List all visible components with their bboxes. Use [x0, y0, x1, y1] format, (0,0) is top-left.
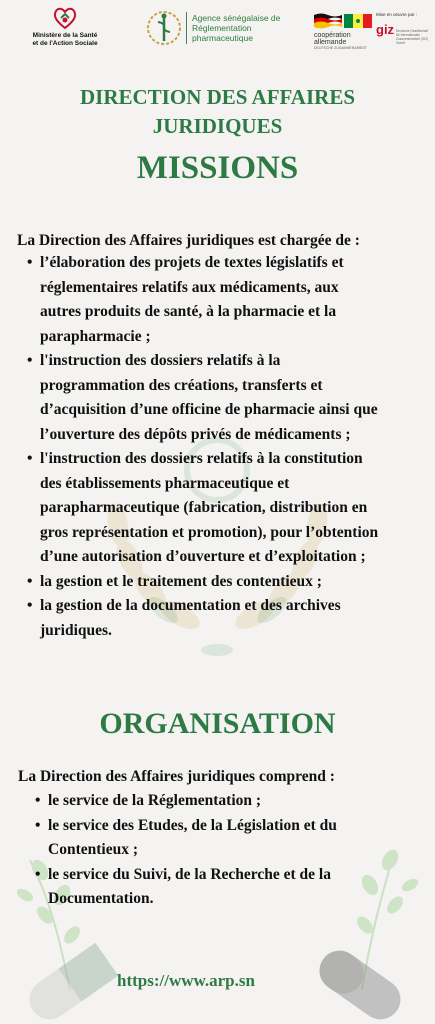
list-item: [48, 863, 428, 912]
list-item-line: des établissements pharmaceutique et: [40, 474, 290, 492]
list-item: [48, 789, 428, 814]
list-item-line: • la gestion de la documentation et des archives: [40, 597, 341, 614]
list-item: [40, 251, 430, 349]
list-item-line: programmation des créations, transferts et: [40, 376, 323, 394]
list-item-line: d’acquisition d’une officine de pharmacie ainsi que: [40, 401, 378, 418]
list-item-line: • la gestion et le traitement des contentieux ;: [40, 572, 322, 590]
organisation-list: [48, 789, 428, 912]
list-item-line: juridiques.: [40, 621, 112, 639]
cooperation-allemande-logo: [314, 12, 378, 52]
list-item-line: réglementaires relatifs aux médicaments, aux: [40, 278, 339, 296]
list-item: [40, 447, 430, 570]
german-flag-icon: [314, 12, 342, 30]
giz-wordmark: giz: [376, 22, 395, 37]
list-item-line: • le service des Etudes, de la Législation et du: [48, 816, 337, 834]
ministry-name-line2: et de l'Action Sociale: [32, 40, 98, 47]
coop-line2: allemande: [314, 39, 347, 46]
list-item: [48, 814, 428, 863]
list-item-line: • l'instruction des dossiers relatifs à la: [40, 352, 281, 369]
list-item: [40, 349, 430, 447]
agency-name-line2: Réglementation: [192, 23, 252, 33]
missions-list: [40, 251, 430, 643]
mise-en-oeuvre-label: Mise en oeuvre par :: [376, 12, 418, 17]
organisation-intro: La Direction des Affaires juridiques comprend :: [18, 768, 335, 785]
website-link[interactable]: https://www.arp.sn: [117, 971, 255, 990]
pill-left-icon: [22, 943, 119, 1024]
page-title-line1: DIRECTION DES AFFAIRES: [80, 85, 355, 109]
coop-line1: coopération: [314, 32, 351, 39]
giz-subtitle: Deutsche Gesellschaft für Internationale Zusammenarbeit (GIZ) GmbH: [396, 29, 429, 45]
missions-intro: La Direction des Affaires juridiques est chargée de :: [17, 232, 360, 249]
senegal-flag-icon: [344, 12, 372, 30]
list-item-line: l’ouverture des dépôts privés de médicaments ;: [40, 425, 351, 443]
list-item-line: Documentation.: [48, 890, 154, 907]
organisation-heading: ORGANISATION: [99, 707, 336, 740]
pill-right-icon: [312, 943, 409, 1024]
list-item: [40, 570, 430, 595]
ministry-logo: [10, 6, 120, 48]
ministry-name-line1: Ministère de la Santé: [32, 32, 98, 39]
list-item-line: • l'instruction des dossiers relatifs à la constitution: [40, 450, 363, 467]
list-item-line: parapharmaceutique (fabrication, distribution en: [40, 499, 368, 516]
list-item-line: parapharmacie ;: [40, 327, 151, 345]
list-item-line: • l’élaboration des projets de textes législatifs et: [40, 254, 344, 271]
agency-name-line1: Agence sénégalaise de: [192, 13, 281, 23]
list-item-line: d’une autorisation d’ouverture et d’exploitation ;: [40, 548, 366, 565]
list-item-line: • le service du Suivi, de la Recherche et de la: [48, 865, 331, 883]
list-item-line: gros représentation et promotion), pour l’obtention: [40, 523, 379, 541]
list-item: [40, 594, 430, 643]
missions-heading: MISSIONS: [136, 150, 299, 186]
page-title: [0, 83, 435, 141]
coop-sub: DEUTSCHE ZUSAMMENARBEIT: [314, 46, 367, 50]
giz-logo: [376, 12, 432, 52]
header-logos: [0, 0, 435, 60]
list-item-line: autres produits de santé, à la pharmacie et la: [40, 303, 337, 320]
page-title-line2: JURIDIQUES: [152, 114, 283, 138]
caduceus-emblem-icon: [146, 10, 182, 46]
agency-logo: [146, 10, 296, 50]
agency-name-line3: pharmaceutique: [192, 33, 253, 43]
list-item-line: Contentieux ;: [48, 841, 138, 858]
heart-icon: [52, 6, 78, 30]
list-item-line: • le service de la Réglementation ;: [48, 792, 262, 809]
